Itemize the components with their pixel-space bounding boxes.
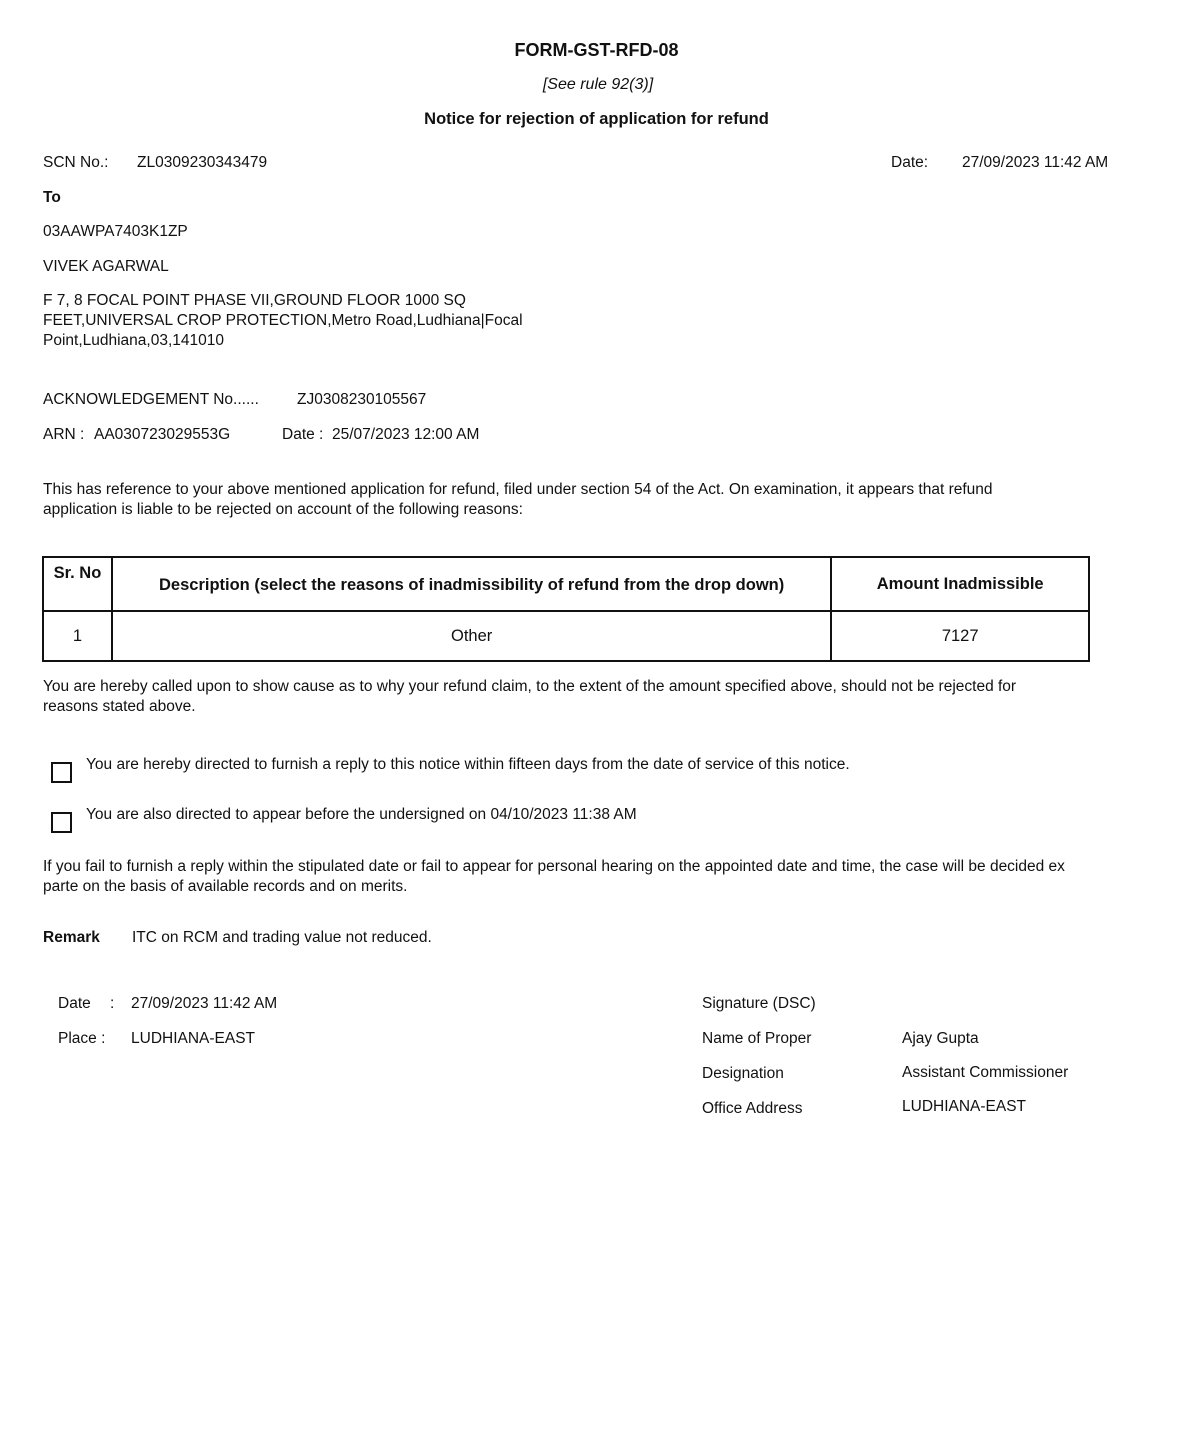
scn-label: SCN No.: [43, 154, 109, 171]
signature-label: Signature (DSC) [702, 995, 816, 1012]
cell-amount: 7127 [831, 611, 1089, 661]
footer-place-label: Place : [58, 1030, 106, 1047]
office-address: LUDHIANA-EAST [902, 1098, 1027, 1115]
recipient-address-line1: F 7, 8 FOCAL POINT PHASE VII,GROUND FLOOR 1000 SQ [43, 292, 466, 309]
arn-label: ARN : [43, 426, 85, 443]
appear-directive-text: You are also directed to appear before the undersigned on 04/10/2023 11:38 AM [86, 806, 637, 823]
reply-directive-text: You are hereby directed to furnish a reply to this notice within fifteen days from the date of service of this notice. [86, 756, 850, 773]
designation-label: Designation [702, 1065, 784, 1082]
arn-date: 25/07/2023 12:00 AM [332, 426, 480, 443]
failure-paragraph: If you fail to furnish a reply within the stipulated date or fail to appear for personal hearing on the appointed date and time, the case will be decided ex parte on the basis of available records and on merits. [43, 858, 1065, 895]
officer-name: Ajay Gupta [902, 1030, 979, 1047]
remark-label: Remark [43, 929, 100, 946]
recipient-gstin: 03AAWPA7403K1ZP [43, 223, 188, 240]
cell-sr-no: 1 [43, 611, 112, 661]
recipient-name: VIVEK AGARWAL [43, 258, 169, 275]
form-title: FORM-GST-RFD-08 [514, 40, 679, 60]
notice-title: Notice for rejection of application for refund [424, 110, 769, 128]
header-description: Description (select the reasons of inadmissibility of refund from the drop down) [112, 557, 831, 611]
reasons-table [42, 556, 1090, 662]
appear-directive-checkbox[interactable] [51, 812, 72, 833]
footer-date-separator: : [110, 995, 115, 1012]
header-amount-inadmissible: Amount Inadmissible [831, 557, 1089, 611]
scn-number: ZL0309230343479 [137, 154, 268, 171]
arn-date-label: Date : [282, 426, 324, 443]
arn-number: AA030723029553G [94, 426, 231, 443]
footer-date-label: Date [58, 995, 91, 1012]
officer-name-label: Name of Proper [702, 1030, 812, 1047]
recipient-address-line3: Point,Ludhiana,03,141010 [43, 332, 224, 349]
footer-place: LUDHIANA-EAST [131, 1030, 256, 1047]
acknowledgement-number: ZJ0308230105567 [297, 391, 427, 408]
table-header-row [43, 557, 1089, 611]
recipient-address-line2: FEET,UNIVERSAL CROP PROTECTION,Metro Road,Ludhiana|Focal [43, 312, 523, 329]
cell-description: Other [112, 611, 831, 661]
scn-date: 27/09/2023 11:42 AM [962, 154, 1109, 171]
to-label: To [43, 189, 61, 206]
intro-paragraph: This has reference to your above mentioned application for refund, filed under section 54 of the Act. On examination, it appears that refund application is liable to be rejected on account of the following reasons: [43, 481, 993, 518]
header-sr-no: Sr. No [43, 557, 112, 611]
office-address-label: Office Address [702, 1100, 803, 1117]
acknowledgement-label: ACKNOWLEDGEMENT No...... [43, 391, 259, 408]
show-cause-paragraph: You are hereby called upon to show cause as to why your refund claim, to the extent of the amount specified above, should not be rejected for reasons stated above. [43, 678, 1017, 715]
scn-date-label: Date: [891, 154, 929, 171]
table-row [43, 611, 1089, 661]
rule-reference: [See rule 92(3)] [542, 76, 654, 93]
designation: Assistant Commissioner [902, 1064, 1069, 1081]
reply-directive-checkbox[interactable] [51, 762, 72, 783]
remark-text: ITC on RCM and trading value not reduced. [132, 929, 432, 946]
footer-date: 27/09/2023 11:42 AM [131, 995, 278, 1012]
